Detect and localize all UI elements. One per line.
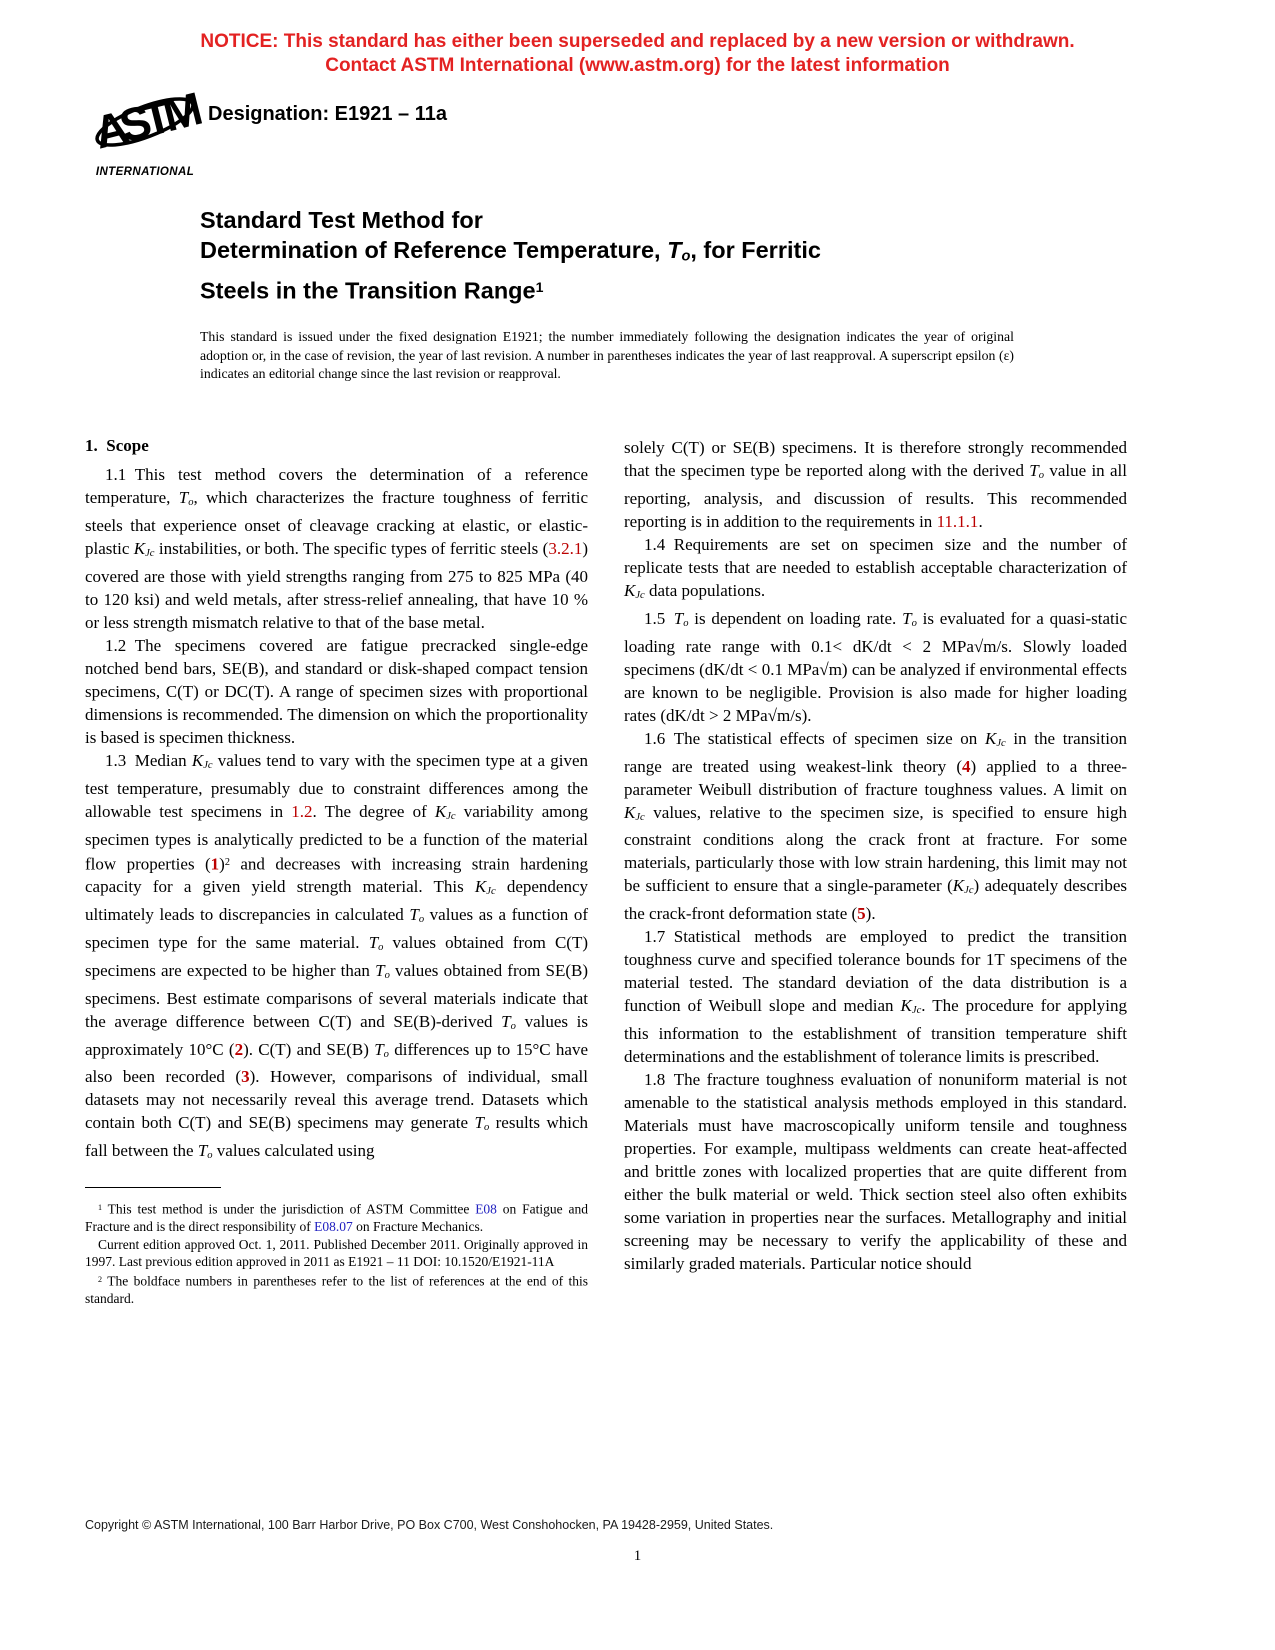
text-segment: K: [624, 580, 636, 600]
withdrawal-notice: [0, 30, 1275, 78]
text-segment: 1.1 This test method covers the determination of a reference temperature,: [85, 465, 588, 507]
text-segment: . The degree of: [312, 801, 435, 821]
text-segment: o: [681, 248, 691, 265]
text-segment: 2: [224, 856, 230, 868]
title-line-3: [200, 272, 1030, 305]
astm-globe-icon: [88, 80, 201, 164]
text-segment: values as a function of specimen type for the same material.: [85, 905, 588, 952]
text-segment: 1.8 The fracture toughness evaluation of nonuniform material is not amenable to the statistical analysis methods employed in this standard. Materials must have macroscopically uniform tensile and toughness properties. For example, multipass weldments can create heat-affected and brittle zones with localized properties that are quite different from either the bulk material or weld. Thick section steel also often exhibits some variation in properties near the surfaces. Metallography and initial screening may be necessary to verify the applicability of these and similarly graded materials. Particular notice should: [624, 1070, 1127, 1274]
designation: Designation: E1921 – 11a: [208, 103, 448, 125]
text-segment: Jc: [446, 810, 456, 822]
text-segment: 2: [98, 1274, 103, 1284]
paragraph-1-8: [624, 1068, 1127, 1275]
text-segment: value in all reporting, analysis, and discussion of results. This recommended reporting is in addition to the requirements in: [624, 461, 1127, 531]
text-segment: 1.3 Median: [105, 750, 192, 770]
cross-reference-link[interactable]: 4: [962, 756, 971, 776]
text-segment: o: [378, 941, 384, 953]
text-segment: o: [383, 1048, 389, 1060]
cross-reference-link[interactable]: 1: [210, 854, 220, 874]
text-segment: Jc: [964, 885, 974, 897]
text-segment: Jc: [996, 737, 1006, 749]
text-segment: Jc: [203, 759, 213, 771]
text-segment: ) adequately describes the crack-front deformation state (: [624, 876, 1127, 924]
text-segment: T: [902, 608, 912, 628]
title-line-1: Standard Test Method for: [200, 207, 483, 233]
text-segment: T: [673, 608, 684, 628]
text-segment: ).: [865, 904, 876, 924]
paragraph-1-5: [624, 607, 1127, 727]
text-segment: values tend to vary with the specimen type at a given test temperature, presumably due to constraint differences among the allowable test specimens in: [85, 750, 588, 821]
text-segment: K: [624, 802, 636, 822]
text-segment: ). C(T) and SE(B): [243, 1039, 375, 1059]
text-segment: o: [483, 1122, 490, 1134]
text-segment: K: [434, 801, 447, 821]
text-segment: Jc: [486, 886, 496, 898]
text-segment: values obtained from C(T) specimens are expected to be higher than: [85, 932, 588, 980]
text-segment: T: [375, 960, 385, 980]
paragraph-1-3-continued: [624, 436, 1127, 533]
text-segment: K: [985, 728, 997, 748]
text-segment: , which characterizes the fracture toughness of ferritic steels that experience onset of cleavage cracking at elastic, or elastic-plastic: [85, 488, 588, 558]
paragraph-1-2: [85, 634, 588, 749]
cross-reference-link[interactable]: 3.2.1: [548, 538, 583, 558]
footnote-2: [85, 1271, 588, 1308]
text-segment: Jc: [911, 1005, 922, 1017]
text-segment: T: [374, 1039, 384, 1059]
text-segment: on Fatigue and Fracture and is the direct responsibility of: [85, 1201, 588, 1235]
text-segment: and decreases with increasing strain hardening capacity for a given yield strength material. This: [85, 854, 588, 897]
text-segment: data populations.: [644, 580, 766, 600]
text-segment: Jc: [635, 811, 645, 823]
text-segment: K: [474, 877, 487, 897]
copyright-line: Copyright © ASTM International, 100 Barr Harbor Drive, PO Box C700, West Conshohocken, PA 19428-2959, United States.: [85, 1518, 774, 1532]
notice-line-1: NOTICE: This standard has either been superseded and replaced by a new version or withdrawn.: [200, 31, 1075, 52]
text-segment: . The procedure for applying this information to the establishment of transition temperature shift determinations and the establishment of tolerance limits is prescribed.: [624, 996, 1128, 1067]
text-segment: values, relative to the specimen size, is specified to ensure high constraint conditions along the crack front at fracture. For some materials, particularly those with low strain hardening, this limit may not be sufficient to ensure that a single-parameter (: [624, 802, 1127, 896]
text-segment: The boldface numbers in parentheses refer to the list of references at the end of this standard.: [85, 1273, 588, 1307]
text-segment: 1.6 The statistical effects of specimen size on: [644, 728, 985, 748]
text-segment: o: [911, 617, 917, 629]
text-segment: o: [510, 1020, 516, 1032]
logo-subtitle: INTERNATIONAL: [95, 166, 195, 178]
text-segment: , for Ferritic: [690, 237, 821, 263]
notice-line-2: Contact ASTM International (www.astm.org) for the latest information: [325, 55, 950, 76]
text-segment: values obtained from SE(B) specimens. Best estimate comparisons of several materials indicate that the average difference between C(T) and SE(B)-derived: [85, 960, 588, 1031]
text-segment: T: [474, 1113, 484, 1133]
logo-acronym: ASTM: [88, 83, 201, 159]
text-segment: variability among specimen types is analytically predicted to be a function of the material flow properties (: [85, 801, 588, 874]
footnotes-block: [85, 1187, 588, 1307]
text-segment: K: [191, 750, 204, 770]
text-segment: o: [207, 1150, 213, 1162]
page-number: 1: [633, 1548, 642, 1564]
text-segment: o: [418, 913, 425, 925]
text-segment: o: [683, 617, 689, 629]
text-segment: .: [978, 511, 983, 531]
text-segment: 1.5: [644, 608, 674, 628]
footnote-1-edition-note: [85, 1236, 588, 1271]
text-segment: K: [133, 538, 146, 558]
title-line-2: [200, 235, 1030, 272]
cross-reference-link[interactable]: 3: [241, 1067, 250, 1087]
text-segment: K: [952, 876, 965, 896]
text-segment: differences up to 15°C have also been recorded (: [85, 1039, 588, 1087]
standard-title: [200, 205, 1030, 305]
text-segment: results which fall between the: [85, 1113, 588, 1161]
text-segment: instabilities, or both. The specific types of ferritic steels (: [154, 538, 549, 558]
body-columns: [85, 436, 1127, 1308]
section-heading-scope: 1. Scope: [85, 436, 149, 455]
footnote-1: [85, 1199, 588, 1236]
text-segment: 1: [98, 1203, 103, 1213]
text-segment: 1: [535, 278, 544, 295]
text-segment: T: [1029, 461, 1039, 480]
text-segment: 1.2 The specimens covered are fatigue precracked single-edge notched bend bars, SE(B), and standard or disk-shaped compact tension specimens, C(T) or DC(T). A range of specimen sizes with proportional dimensions is recommended. The dimension on which the proportionality is based is specimen thickness.: [85, 635, 588, 747]
text-segment: ) covered are those with yield strengths ranging from 275 to 825 MPa (40 to 120 ksi) and weld metals, after stress-relief annealing, that have 10 % or less strength mismatch relative to that of the base metal.: [85, 538, 588, 632]
text-segment: T: [197, 1141, 208, 1161]
text-segment: is dependent on loading rate.: [688, 608, 903, 628]
text-segment: T: [667, 237, 682, 263]
paragraph-1-3: [85, 749, 588, 1167]
text-segment: Jc: [145, 547, 155, 559]
issuance-preamble: This standard is issued under the fixed designation E1921; the number immediately following the designation indicates the year of original adoption or, in the case of revision, the year of last revision. A number in parentheses indicates the year of last reapproval. A superscript epsilon (ε) indicates an editorial change since the last revision or reapproval.: [200, 329, 1014, 381]
text-segment: o: [188, 496, 194, 508]
cross-reference-link[interactable]: E08.07: [314, 1219, 353, 1235]
text-segment: solely C(T) or SE(B) specimens. It is therefore strongly recommended that the specimen type be reported along with the derived: [624, 438, 1127, 480]
cross-reference-link[interactable]: 5: [857, 904, 866, 924]
text-segment: in the transition range are treated using weakest-link theory (: [624, 728, 1127, 776]
text-segment: ) applied to a three-parameter Weibull distribution of fracture toughness values. A limit on: [624, 756, 1127, 799]
text-segment: ). However, comparisons of individual, small datasets may not necessarily reveal this average trend. Datasets which contain both C(T) and SE(B) specimens may generate: [85, 1067, 588, 1133]
text-segment: T: [178, 488, 189, 507]
paragraph-1-7: [624, 925, 1127, 1068]
left-column: [85, 436, 588, 1308]
footnote-rule: [85, 1187, 221, 1188]
text-segment: 1.4 Requirements are set on specimen size and the number of replicate tests that are needed to establish acceptable characterization of: [624, 534, 1127, 577]
text-segment: T: [501, 1011, 511, 1031]
text-segment: values is approximately 10°C (: [85, 1011, 588, 1059]
text-segment: Current edition approved Oct. 1, 2011. Published December 2011. Originally approved in 1997. Last previous edition approved in 2011 as E1921 – 11 DOI: 10.1520/E1921-11A: [85, 1236, 588, 1270]
cross-reference-link[interactable]: 1.2: [291, 801, 313, 821]
text-segment: 1.7 Statistical methods are employed to predict the transition toughness curve and specified tolerance bounds for 1T specimens of the material tested. The standard deviation of the data distribution is a function of Weibull slope and median: [624, 927, 1127, 1016]
right-column: [624, 436, 1127, 1308]
cross-reference-link[interactable]: 2: [234, 1039, 244, 1059]
text-segment: on Fracture Mechanics.: [352, 1219, 484, 1235]
text-segment: is evaluated for a quasi-static loading rate range with 0.1< dK/dt < 2 MPa√m/s. Slowly loaded specimens (dK/dt < 0.1 MPa√m) can be analyzed if environmental effects are known to be negligible. Provision is also made for higher loading rates (dK/dt > 2 MPa√m/s).: [624, 608, 1127, 725]
cross-reference-link[interactable]: 11.1.1: [936, 511, 979, 531]
astm-logo: [90, 80, 200, 178]
text-segment: dependency ultimately leads to discrepancies in calculated: [85, 877, 588, 925]
text-segment: o: [384, 969, 390, 981]
cross-reference-link[interactable]: E08: [475, 1201, 497, 1217]
text-segment: ): [219, 854, 225, 874]
text-segment: Determination of Reference Temperature,: [200, 237, 668, 263]
text-segment: Steels in the Transition Range: [200, 276, 536, 303]
text-segment: values calculated using: [212, 1141, 375, 1161]
paragraph-1-1: [85, 463, 588, 634]
text-segment: T: [368, 932, 379, 952]
text-segment: T: [409, 905, 419, 925]
text-segment: Jc: [635, 589, 645, 601]
text-segment: o: [1038, 469, 1045, 481]
text-segment: K: [900, 996, 912, 1016]
paragraph-1-6: [624, 727, 1127, 926]
text-segment: This test method is under the jurisdiction of ASTM Committee: [102, 1201, 476, 1217]
paragraph-1-4: [624, 533, 1127, 607]
